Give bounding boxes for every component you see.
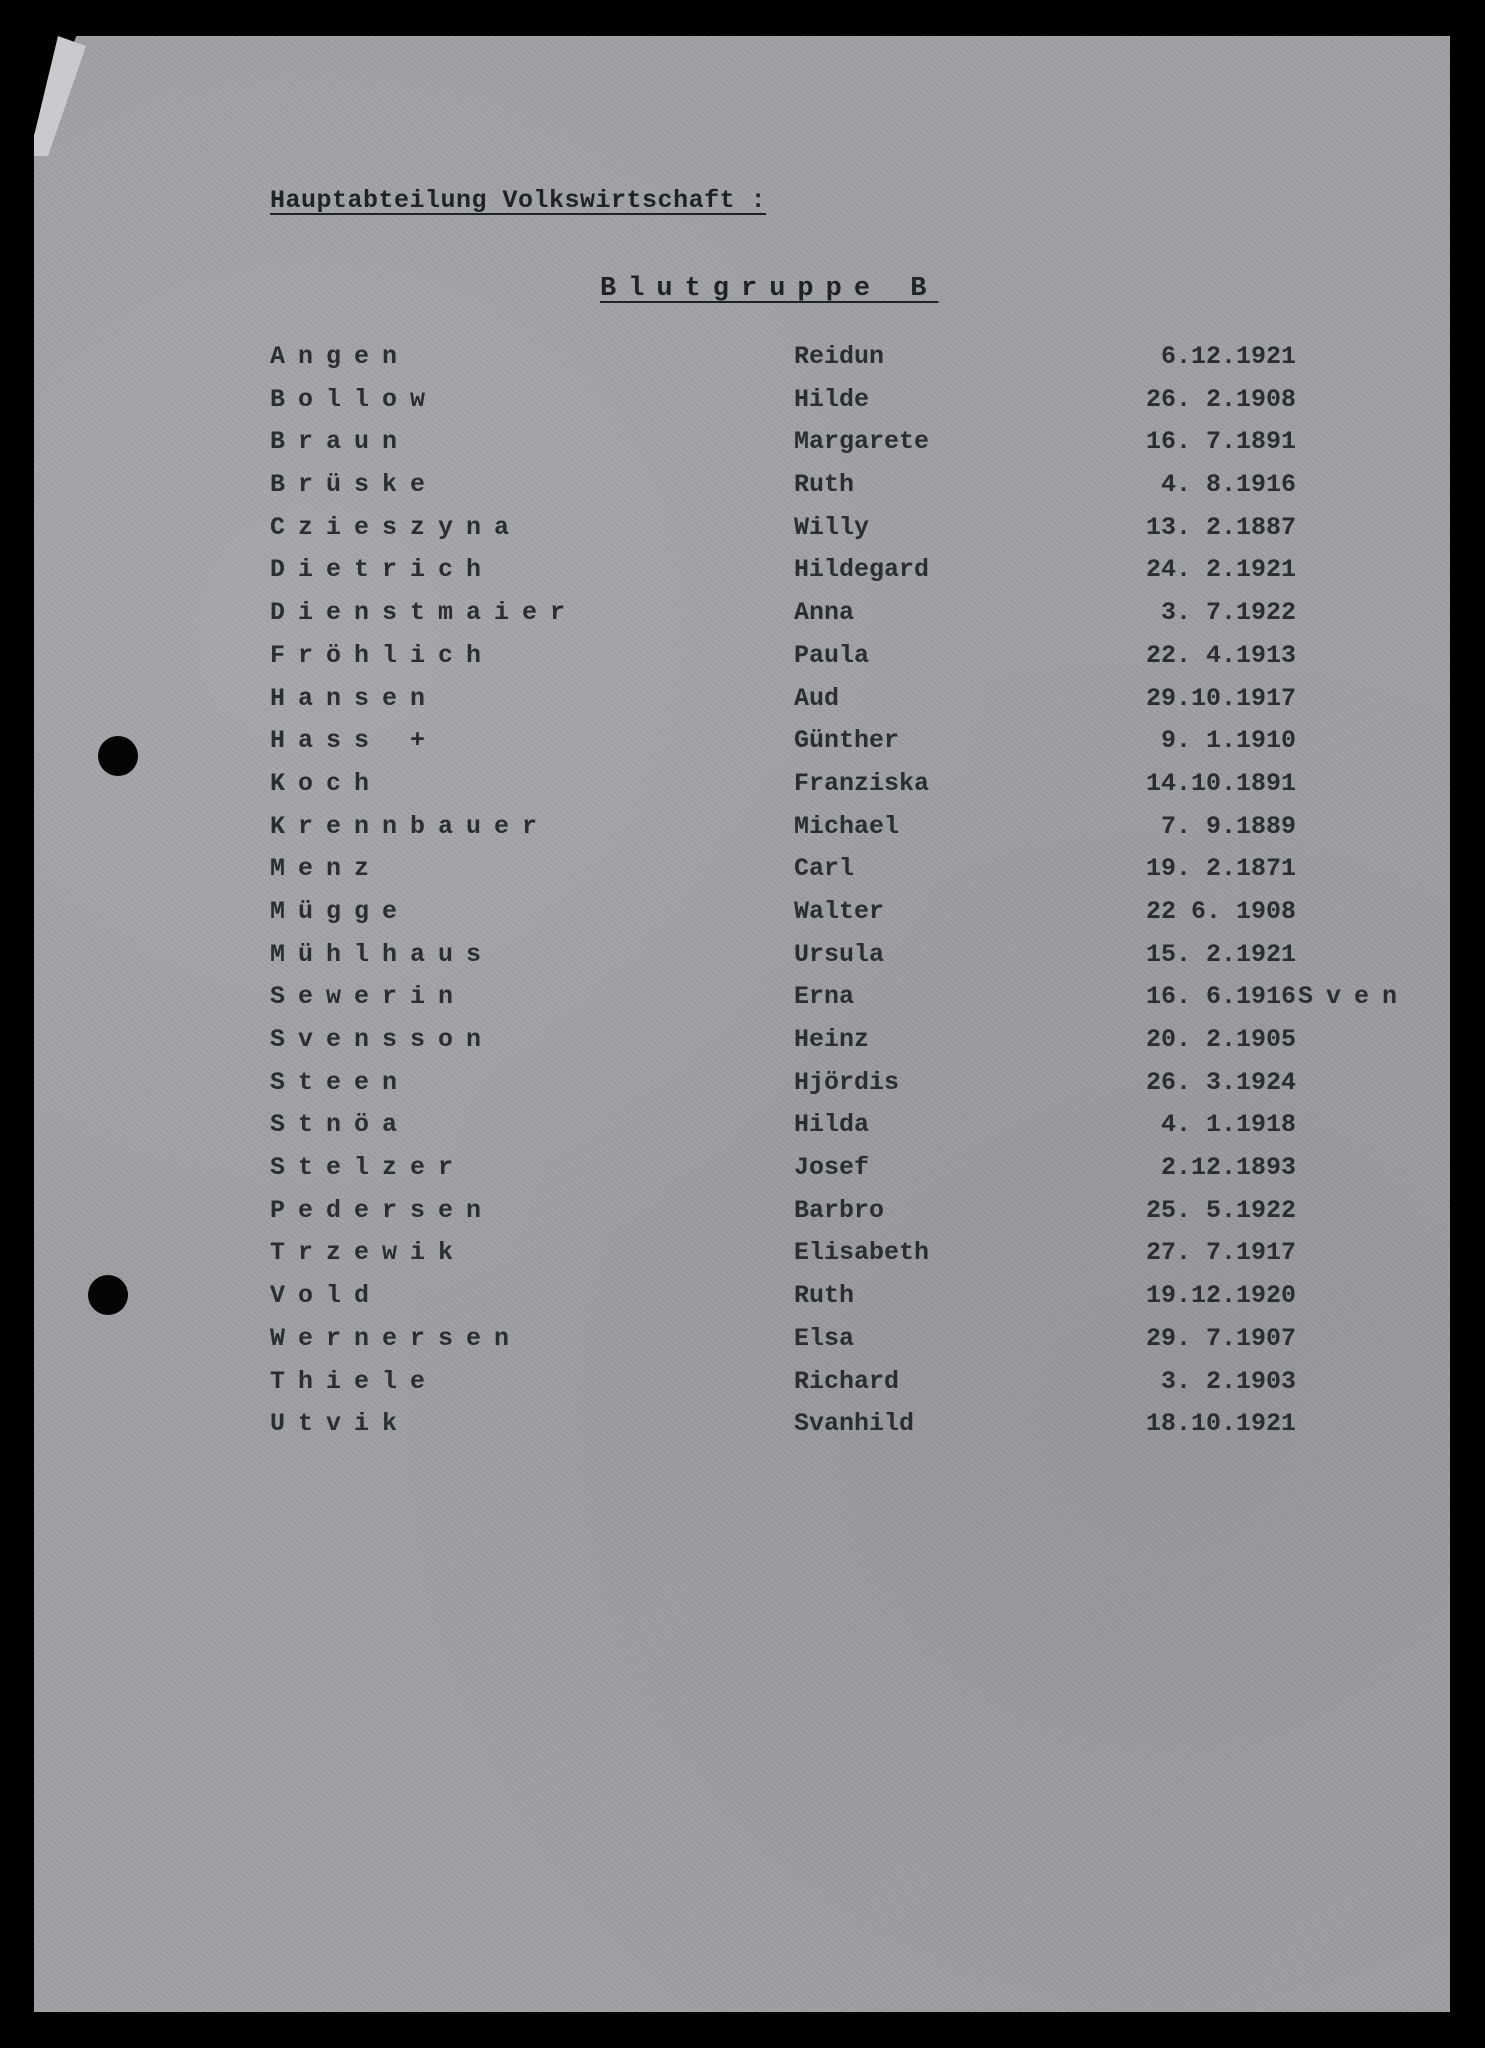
date-cell <box>1090 1196 1485 1225</box>
date-cell <box>1090 470 1485 499</box>
birth-date: 14.10.1891 <box>1145 768 1296 798</box>
first-name: Ruth <box>794 1281 855 1311</box>
birth-date: 22 6. 1908 <box>1145 896 1296 926</box>
date-cell <box>1090 1324 1485 1353</box>
date-cell <box>1090 1367 1485 1396</box>
list-item <box>270 1068 1430 1111</box>
date-cell <box>1090 598 1485 627</box>
list-item <box>270 769 1430 812</box>
first-name: Hjördis <box>794 1067 900 1097</box>
list-item <box>270 385 1430 428</box>
surname: Mühlhaus <box>270 939 495 969</box>
first-name: Walter <box>794 896 885 926</box>
first-name: Erna <box>794 982 855 1012</box>
date-cell <box>1090 1068 1485 1097</box>
date-cell <box>1090 1238 1485 1267</box>
birth-date: 4. 1.1918 <box>1160 1110 1296 1140</box>
birth-date: 16. 6.1916 <box>1145 982 1296 1012</box>
date-cell <box>1090 1409 1485 1438</box>
date-cell <box>1090 769 1485 798</box>
first-name: Barbro <box>794 1195 885 1225</box>
first-name: Richard <box>794 1366 900 1396</box>
birth-date: 20. 2.1905 <box>1145 1025 1296 1054</box>
list-item <box>270 427 1430 470</box>
surname: Fröhlich <box>270 640 495 670</box>
first-name: Aud <box>794 683 840 713</box>
list-item <box>270 513 1430 556</box>
list-item <box>270 1324 1430 1367</box>
birth-date: 9. 1.1910 <box>1160 726 1296 756</box>
surname: Thiele <box>270 1366 439 1396</box>
surname: Krennbauer <box>270 811 551 841</box>
birth-date: 26. 3.1924 <box>1145 1067 1296 1097</box>
date-cell <box>1090 427 1485 456</box>
list-item <box>270 1281 1430 1324</box>
first-name: Ursula <box>794 939 885 969</box>
first-name: Elisabeth <box>794 1238 930 1268</box>
surname: Braun <box>270 427 411 457</box>
list-item <box>270 470 1430 513</box>
date-cell <box>1090 1110 1485 1139</box>
surname: Sewerin <box>270 982 467 1012</box>
surname: Hass + <box>270 726 439 756</box>
blood-group-title: Blutgruppe B <box>600 274 939 304</box>
date-cell <box>1090 940 1485 969</box>
first-name: Willy <box>794 512 870 542</box>
list-item <box>270 940 1430 983</box>
surname: Koch <box>270 768 383 798</box>
birth-date: 7. 9.1889 <box>1160 811 1296 841</box>
list-item <box>270 1110 1430 1153</box>
surname: Pedersen <box>270 1195 495 1225</box>
first-name: Hilde <box>794 384 870 414</box>
first-name: Franziska <box>794 768 930 798</box>
surname: Stelzer <box>270 1153 467 1183</box>
date-cell <box>1090 684 1485 713</box>
list-item <box>270 982 1430 1025</box>
date-cell <box>1090 1153 1485 1182</box>
list-item <box>270 342 1430 385</box>
first-name: Anna <box>794 598 855 628</box>
list-item <box>270 684 1430 727</box>
list-item <box>270 1196 1430 1239</box>
birth-date: 29.10.1917 <box>1145 683 1296 713</box>
surname: Menz <box>270 854 383 884</box>
entries-list <box>270 342 1430 1452</box>
birth-date: 24. 2.1921 <box>1145 555 1296 585</box>
birth-date: 16. 7.1891 <box>1145 427 1296 457</box>
birth-date: 2.12.1893 <box>1160 1153 1296 1183</box>
first-name: Hilda <box>794 1110 870 1140</box>
first-name: Josef <box>794 1153 870 1183</box>
first-name: Hildegard <box>794 555 930 585</box>
surname: Stnöa <box>270 1110 411 1140</box>
first-name: Michael <box>794 811 900 841</box>
birth-date: 6.12.1921 <box>1160 342 1296 371</box>
surname: Angen <box>270 342 411 371</box>
date-cell <box>1090 641 1485 670</box>
first-name: Günther <box>794 726 900 756</box>
department-heading: Hauptabteilung Volkswirtschaft : <box>270 186 767 215</box>
birth-date: 29. 7.1907 <box>1145 1323 1296 1353</box>
date-cell <box>1090 897 1485 926</box>
birth-date: 25. 5.1922 <box>1145 1195 1296 1225</box>
list-item <box>270 726 1430 769</box>
first-name: Svanhild <box>794 1409 915 1439</box>
date-cell <box>1090 385 1485 414</box>
punch-hole-bottom <box>88 1275 128 1315</box>
punch-hole-top <box>98 736 138 776</box>
list-item <box>270 1409 1430 1452</box>
list-item <box>270 897 1430 940</box>
birth-date: 22. 4.1913 <box>1145 640 1296 670</box>
list-item <box>270 555 1430 598</box>
first-name: Carl <box>794 854 855 884</box>
birth-date: 19.12.1920 <box>1145 1281 1296 1311</box>
surname: Wernersen <box>270 1323 523 1353</box>
birth-date: 26. 2.1908 <box>1145 384 1296 414</box>
surname: Steen <box>270 1067 411 1097</box>
surname: Utvik <box>270 1409 411 1439</box>
birth-date: 19. 2.1871 <box>1145 854 1296 884</box>
surname: Dietrich <box>270 555 495 585</box>
first-name: Reidun <box>794 342 885 371</box>
surname: Hansen <box>270 683 439 713</box>
surname: Dienstmaier <box>270 598 579 628</box>
list-item <box>270 812 1430 855</box>
first-name: Margarete <box>794 427 930 457</box>
date-cell <box>1090 1025 1485 1054</box>
date-cell <box>1090 555 1485 584</box>
birth-date: 18.10.1921 <box>1145 1409 1296 1439</box>
date-cell <box>1090 726 1485 755</box>
date-cell <box>1090 982 1485 1011</box>
first-name: Elsa <box>794 1323 855 1353</box>
first-name: Paula <box>794 640 870 670</box>
list-item <box>270 1367 1430 1410</box>
birth-date: 4. 8.1916 <box>1160 470 1296 500</box>
surname: Brüske <box>270 470 439 500</box>
list-item <box>270 641 1430 684</box>
date-cell <box>1090 1281 1485 1310</box>
list-item <box>270 1238 1430 1281</box>
date-cell <box>1090 812 1485 841</box>
birth-date: 15. 2.1921 <box>1145 939 1296 969</box>
surname: Svensson <box>270 1025 495 1054</box>
date-cell <box>1090 854 1485 883</box>
birth-date: 13. 2.1887 <box>1145 512 1296 542</box>
list-item <box>270 1025 1430 1068</box>
list-item <box>270 854 1430 897</box>
birth-date: 27. 7.1917 <box>1145 1238 1296 1268</box>
margin-note: Sven <box>1298 982 1411 1012</box>
birth-date: 3. 7.1922 <box>1160 598 1296 628</box>
surname: Vold <box>270 1281 383 1311</box>
surname: Mügge <box>270 896 411 926</box>
birth-date: 3. 2.1903 <box>1160 1366 1296 1396</box>
date-cell <box>1090 342 1485 371</box>
list-item <box>270 1153 1430 1196</box>
date-cell <box>1090 513 1485 542</box>
first-name: Ruth <box>794 470 855 500</box>
first-name: Heinz <box>794 1025 870 1054</box>
surname: Czieszyna <box>270 512 523 542</box>
surname: Bollow <box>270 384 439 414</box>
list-item <box>270 598 1430 641</box>
surname: Trzewik <box>270 1238 467 1268</box>
